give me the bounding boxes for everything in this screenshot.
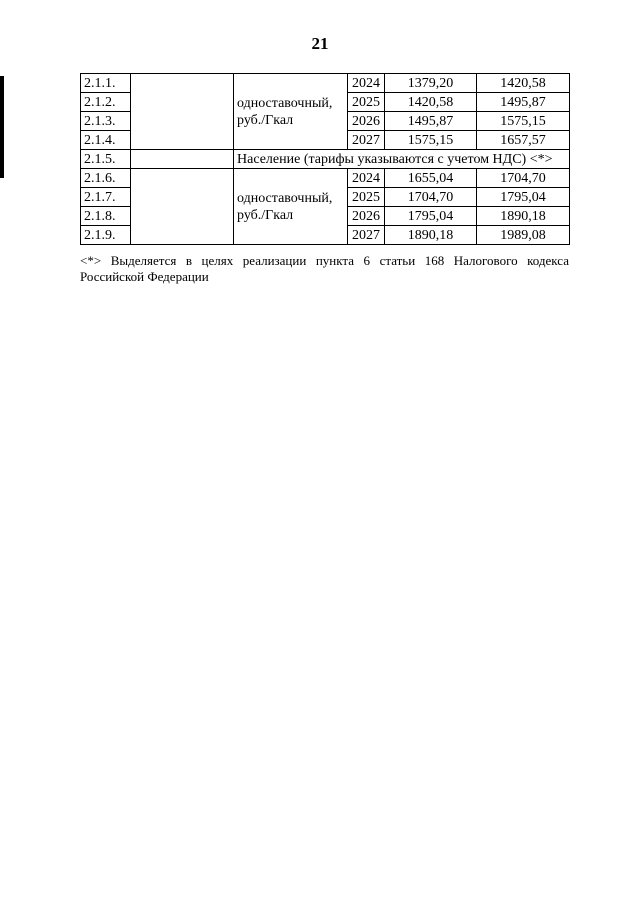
value-first-half: 1890,18 [385,226,477,245]
value-first-half: 1704,70 [385,188,477,207]
row-number: 2.1.2. [81,93,131,112]
row-number: 2.1.7. [81,188,131,207]
value-second-half: 1575,15 [477,112,570,131]
table-row [81,169,570,188]
row-number: 2.1.5. [81,150,131,169]
value-first-half: 1495,87 [385,112,477,131]
section-row [81,150,570,169]
footnote: <*> Выделяется в целях реализации пункта 6 статьи 168 Налогового кодекса Российской Федерации [80,253,569,284]
unit-cell: одноставочный, руб./Гкал [234,169,348,245]
tariff-table [80,73,570,245]
unit-cell: одноставочный, руб./Гкал [234,74,348,150]
year-cell: 2026 [348,207,385,226]
row-number: 2.1.6. [81,169,131,188]
table-row [81,74,570,93]
value-first-half: 1575,15 [385,131,477,150]
name-cell [131,150,234,169]
year-cell: 2025 [348,93,385,112]
value-second-half: 1890,18 [477,207,570,226]
value-second-half: 1657,57 [477,131,570,150]
value-first-half: 1795,04 [385,207,477,226]
year-cell: 2026 [348,112,385,131]
row-number: 2.1.1. [81,74,131,93]
value-first-half: 1420,58 [385,93,477,112]
value-second-half: 1495,87 [477,93,570,112]
value-first-half: 1379,20 [385,74,477,93]
year-cell: 2024 [348,169,385,188]
name-cell [131,169,234,245]
year-cell: 2025 [348,188,385,207]
value-second-half: 1704,70 [477,169,570,188]
value-second-half: 1989,08 [477,226,570,245]
scan-margin-bar [0,76,4,178]
value-second-half: 1795,04 [477,188,570,207]
name-cell [131,74,234,150]
row-number: 2.1.3. [81,112,131,131]
page-number: 21 [311,34,329,53]
row-number: 2.1.4. [81,131,131,150]
row-number: 2.1.8. [81,207,131,226]
year-cell: 2027 [348,226,385,245]
section-title: Население (тарифы указываются с учетом НДС) <*> [234,150,570,169]
value-second-half: 1420,58 [477,74,570,93]
year-cell: 2027 [348,131,385,150]
year-cell: 2024 [348,74,385,93]
value-first-half: 1655,04 [385,169,477,188]
row-number: 2.1.9. [81,226,131,245]
